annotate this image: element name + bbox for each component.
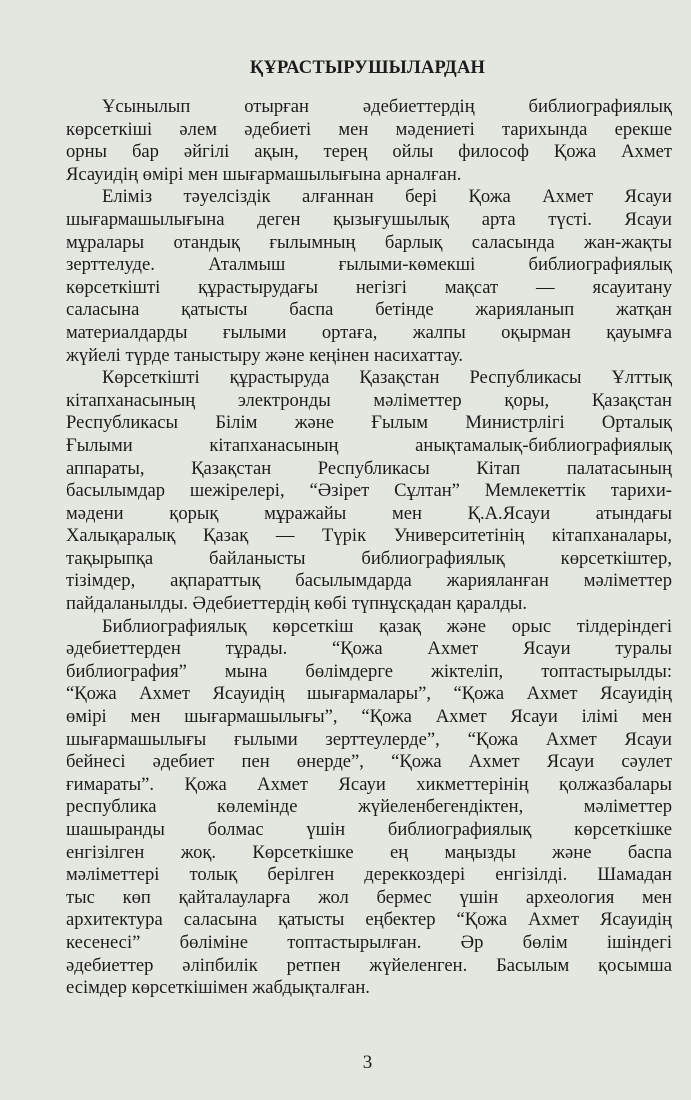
- text-line: материалдарды ғылыми ортаға, жалпы оқырман қауымға: [66, 321, 672, 343]
- document-body: [66, 96, 672, 1000]
- text-line: пайдаланылды. Әдебиеттердің көбі түпнұсқадан қаралды.: [66, 593, 528, 615]
- text-line: зерттелуде. Аталмыш ғылыми-көмекші библиографиялық: [66, 254, 672, 276]
- text-line: ғимараты”. Қожа Ахмет Ясауи хикметтерінің қолжазбалары: [66, 773, 672, 795]
- text-line: бейнесі әдебиет пен өнерде”, “Қожа Ахмет Ясауи сәулет: [66, 751, 672, 773]
- paragraph: [66, 367, 672, 616]
- text-line: енгізілген жоқ. Көрсеткішке ең маңызды және баспа: [66, 841, 672, 863]
- text-line: Халықаралық Қазақ — Түрік Университетінің кітапханалары,: [66, 525, 672, 547]
- text-line: орны бар әйгілі ақын, терең ойлы философ Қожа Ахмет: [66, 141, 672, 163]
- text-line: Библиографиялық көрсеткіш қазақ және орыс тілдеріндегі: [102, 615, 672, 637]
- text-line: Республикасы Білім және Ғылым Министрлігі Орталық: [66, 412, 672, 434]
- text-line: Көрсеткішті құрастыруда Қазақстан Республикасы Ұлттық: [102, 367, 672, 389]
- text-line: әдебиеттерден тұрады. “Қожа Ахмет Ясауи туралы: [66, 638, 672, 660]
- text-line: көрсеткішті құрастырудағы негізгі мақсат — ясауитану: [66, 276, 672, 298]
- text-line: мәдени қорық мұражайы мен Қ.А.Ясауи атындағы: [66, 502, 672, 524]
- text-line: библиография” мына бөлімдерге жіктеліп, топтастырылды:: [66, 660, 672, 682]
- text-line: аппараты, Қазақстан Республикасы Кітап палатасының: [66, 457, 672, 479]
- text-line: өмірі мен шығармашылығы”, “Қожа Ахмет Ясауи ілімі мен: [66, 706, 672, 728]
- text-line: кітапханасының электронды мәліметтер қоры, Қазақстан: [66, 389, 672, 411]
- text-line: тыс көп қайталауларға жол бермес үшін археология мен: [66, 886, 672, 908]
- text-line: есімдер көрсеткішімен жабдықталған.: [66, 977, 370, 999]
- paragraph: [66, 96, 672, 186]
- text-line: тақырыпқа байланысты библиографиялық көрсеткіштер,: [66, 547, 672, 569]
- text-line: “Қожа Ахмет Ясауидің шығармалары”, “Қожа Ахмет Ясауидің: [66, 683, 672, 705]
- text-line: Ғылыми кітапханасының анықтамалық-библиографиялық: [66, 434, 672, 456]
- text-line: архитектура саласына қатысты еңбектер “Қожа Ахмет Ясауидің: [66, 909, 672, 931]
- text-line: тізімдер, ақпараттық басылымдарда жарияланған мәліметтер: [66, 570, 672, 592]
- text-line: шашыранды болмас үшін библиографиялық көрсеткішке: [66, 819, 672, 840]
- text-line: шығармашылығына деген қызығушылық арта түсті. Ясауи: [66, 208, 672, 230]
- text-line: мұралары отандық ғылымның барлық саласында жан-жақты: [66, 231, 672, 253]
- text-line: республика көлемінде жүйеленбегендіктен, мәліметтер: [66, 796, 672, 818]
- text-line: жүйелі түрде таныстыру және кеңінен насихаттау.: [66, 344, 463, 366]
- page-number: 3: [362, 1052, 373, 1073]
- text-line: саласына қатысты баспа бетінде жарияланып жатқан: [66, 299, 672, 321]
- page-title: ҚҰРАСТЫРУШЫЛАРДАН: [249, 58, 486, 78]
- text-line: мәліметтері толық берілген дереккоздері енгізілді. Шамадан: [66, 864, 672, 886]
- text-line: кесенесі” бөлiміне топтастырылған. Әр бөлім ішіндегі: [66, 931, 672, 953]
- text-line: Еліміз тәуелсіздік алғаннан бері Қожа Ахмет Ясауи: [102, 186, 672, 208]
- text-line: көрсеткіші әлем әдебиеті мен мәдениеті тарихында ерекше: [66, 118, 672, 140]
- text-line: Ясауидің өмірі мен шығармашылығына арналған.: [66, 163, 462, 185]
- paragraph: [66, 616, 672, 1000]
- text-line: басылымдар шежірелері, “Әзірет Сұлтан” Мемлекеттік тарихи-: [66, 480, 672, 502]
- text-line: Ұсынылып отырған әдебиеттердің библиографиялық: [102, 96, 672, 117]
- text-line: әдебиеттер әліпбилік ретпен жүйеленген. Басылым қосымша: [66, 954, 672, 976]
- text-line: шығармашылығы ғылыми зерттеулерде”, “Қожа Ахмет Ясауи: [66, 728, 672, 750]
- paragraph: [66, 186, 672, 367]
